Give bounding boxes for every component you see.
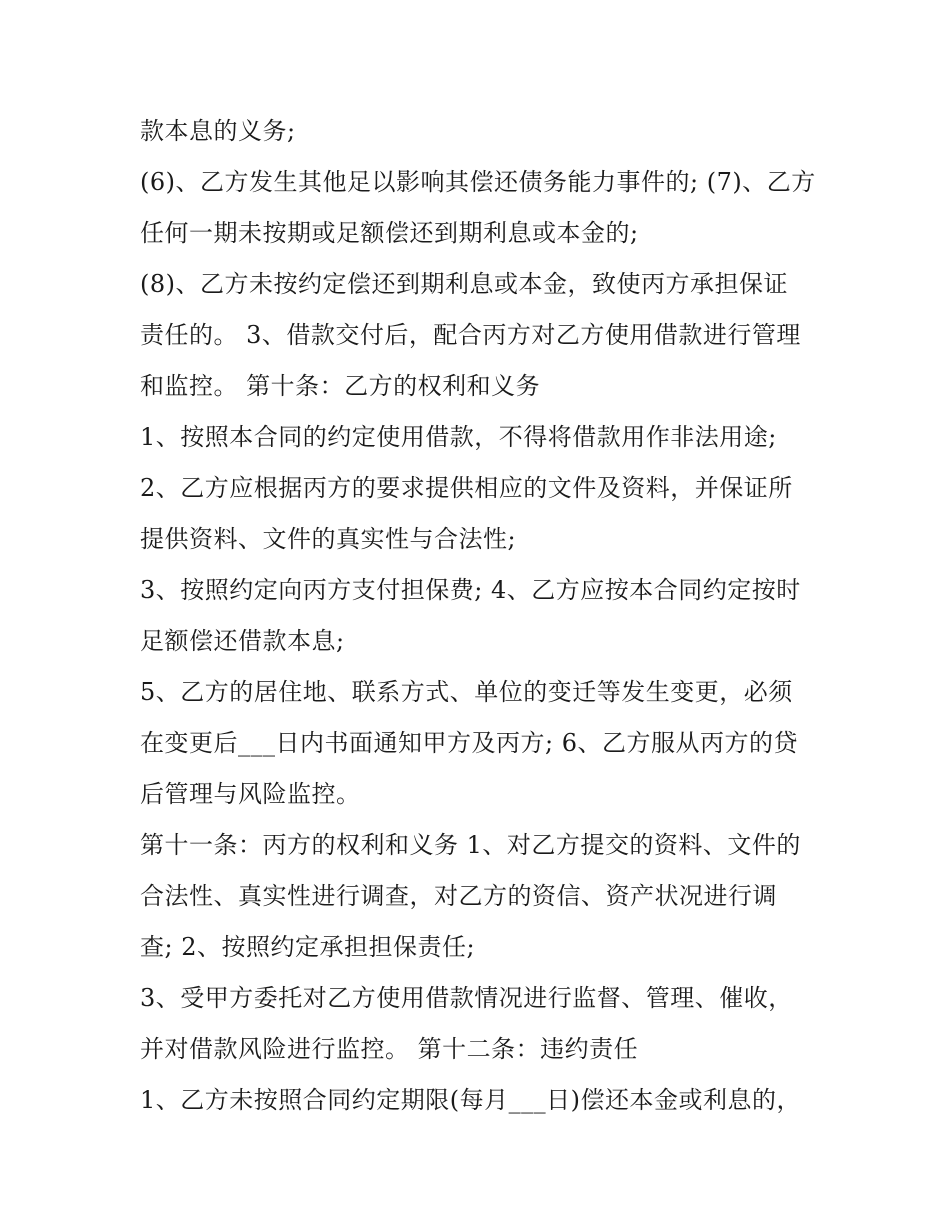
text-line-9: 提供资料、文件的真实性与合法性; (140, 525, 517, 553)
text-line-5: 责任的。 3、借款交付后，配合丙方对乙方使用借款进行管理 (140, 321, 801, 349)
text-line-6: 和监控。 第十条：乙方的权利和义务 (140, 372, 541, 400)
contract-text (140, 106, 820, 1126)
text-line-1: 款本息的义务; (140, 117, 296, 145)
text-line-11: 足额偿还借款本息; (140, 627, 345, 655)
text-line-2: (6)、乙方发生其他足以影响其偿还债务能力事件的; (7)、乙方 (140, 168, 816, 196)
text-line-15: 第十一条：丙方的权利和义务 1、对乙方提交的资料、文件的 (140, 831, 801, 859)
text-line-18: 3、受甲方委托对乙方使用借款情况进行监督、管理、催收， (140, 984, 793, 1012)
text-line-12: 5、乙方的居住地、联系方式、单位的变迁等发生变更，必须 (140, 678, 793, 706)
text-line-20: 1、乙方未按照合同约定期限(每月___日)偿还本金或利息的， (140, 1086, 801, 1114)
text-line-14: 后管理与风险监控。 (140, 780, 361, 808)
text-line-17: 查; 2、按照约定承担担保责任; (140, 933, 476, 961)
text-line-8: 2、乙方应根据丙方的要求提供相应的文件及资料，并保证所 (140, 474, 793, 502)
text-line-10: 3、按照约定向丙方支付担保费; 4、乙方应按本合同约定按时 (140, 576, 801, 604)
text-line-7: 1、按照本合同的约定使用借款，不得将借款用作非法用途; (140, 423, 777, 451)
text-line-13: 在变更后___日内书面通知甲方及丙方; 6、乙方服从丙方的贷 (140, 729, 798, 757)
text-line-19: 并对借款风险进行监控。 第十二条：违约责任 (140, 1035, 639, 1063)
text-line-16: 合法性、真实性进行调查，对乙方的资信、资产状况进行调 (140, 882, 777, 910)
text-line-4: (8)、乙方未按约定偿还到期利息或本金，致使丙方承担保证 (140, 270, 788, 298)
text-line-3: 任何一期未按期或足额偿还到期利息或本金的; (140, 219, 639, 247)
